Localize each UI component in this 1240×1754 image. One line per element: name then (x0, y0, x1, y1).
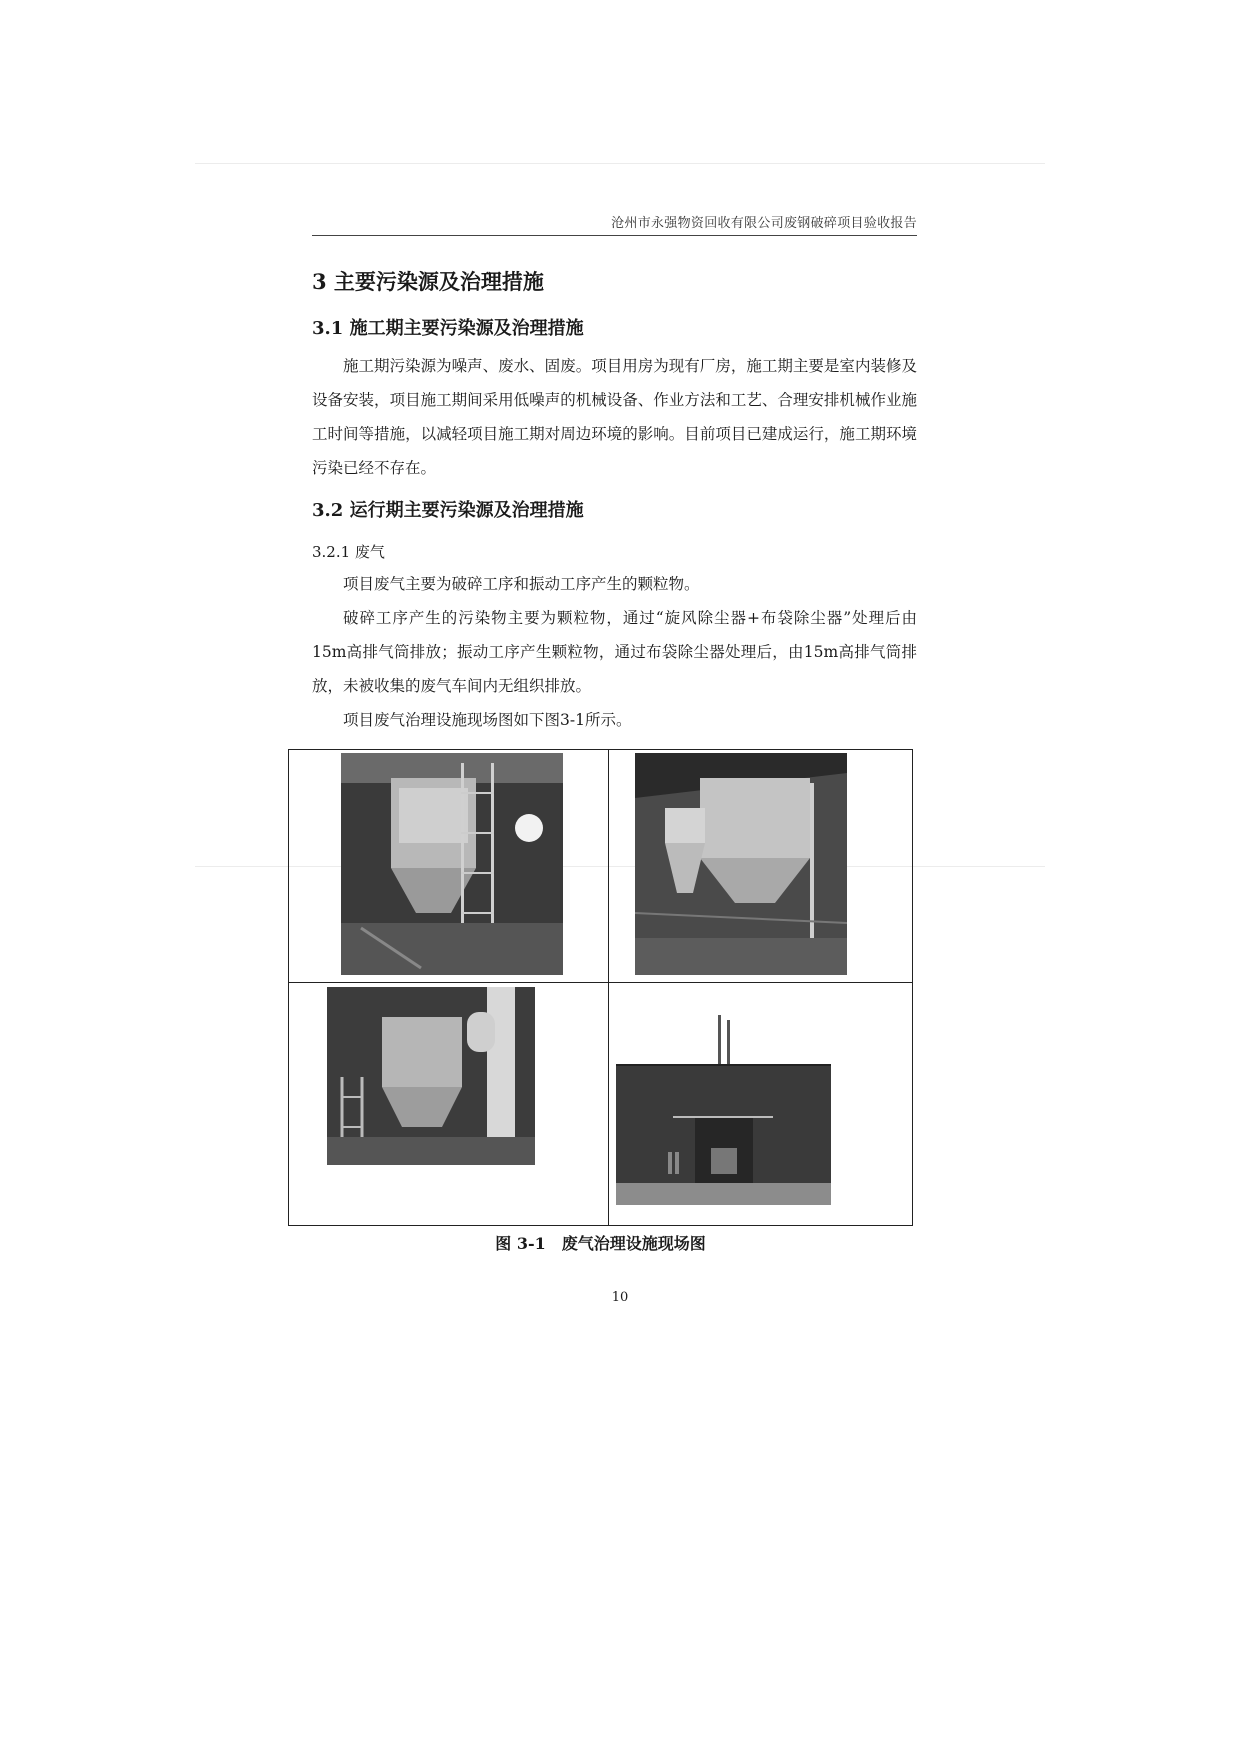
photo-grid (288, 749, 913, 1226)
section-title: 3 主要污染源及治理措施 (312, 269, 544, 294)
subsection-3-2-title: 3.2 运行期主要污染源及治理措施 (312, 500, 584, 521)
figure-caption: 图 3-1 废气治理设施现场图 (495, 1234, 706, 1253)
grid-divider-horizontal (289, 982, 912, 983)
photo-bag-filter (327, 987, 535, 1165)
exhaust-paragraph-1: 项目废气主要为破碎工序和振动工序产生的颗粒物。 (343, 575, 700, 593)
subsection-3-2-1-title: 3.2.1 废气 (312, 543, 385, 561)
scan-artifact-top (195, 163, 1045, 164)
subsection-3-1-title: 3.1 施工期主要污染源及治理措施 (312, 318, 584, 339)
page-header: 沧州市永强物资回收有限公司废钢破碎项目验收报告 (611, 216, 917, 231)
page-number: 10 (611, 1290, 629, 1305)
header-rule (312, 235, 917, 236)
photo-plant-exterior (613, 990, 911, 1220)
subsection-3-1-paragraph: 施工期污染源为噪声、废水、固废。项目用房为现有厂房，施工期主要是室内装修及设备安装，项目施工期间采用低噪声的机械设备、作业方法和工艺、合理安排机械作业施工时间等措施，以减轻项目施工期对周边环境的影响。目前项目已建成运行，施工期环境污染已经不存在。 (312, 357, 917, 477)
grid-divider-vertical (608, 750, 609, 1225)
photo-crusher-dust-collector (341, 753, 563, 975)
exhaust-paragraph-3: 项目废气治理设施现场图如下图3-1所示。 (343, 711, 632, 729)
exhaust-paragraph-2: 破碎工序产生的污染物主要为颗粒物，通过“旋风除尘器+布袋除尘器”处理后由15m高排气筒排放；振动工序产生颗粒物，通过布袋除尘器处理后，由15m高排气筒排放，未被收集的废气车间内无组织排放。 (312, 609, 917, 695)
photo-cyclone-separator (635, 753, 847, 975)
